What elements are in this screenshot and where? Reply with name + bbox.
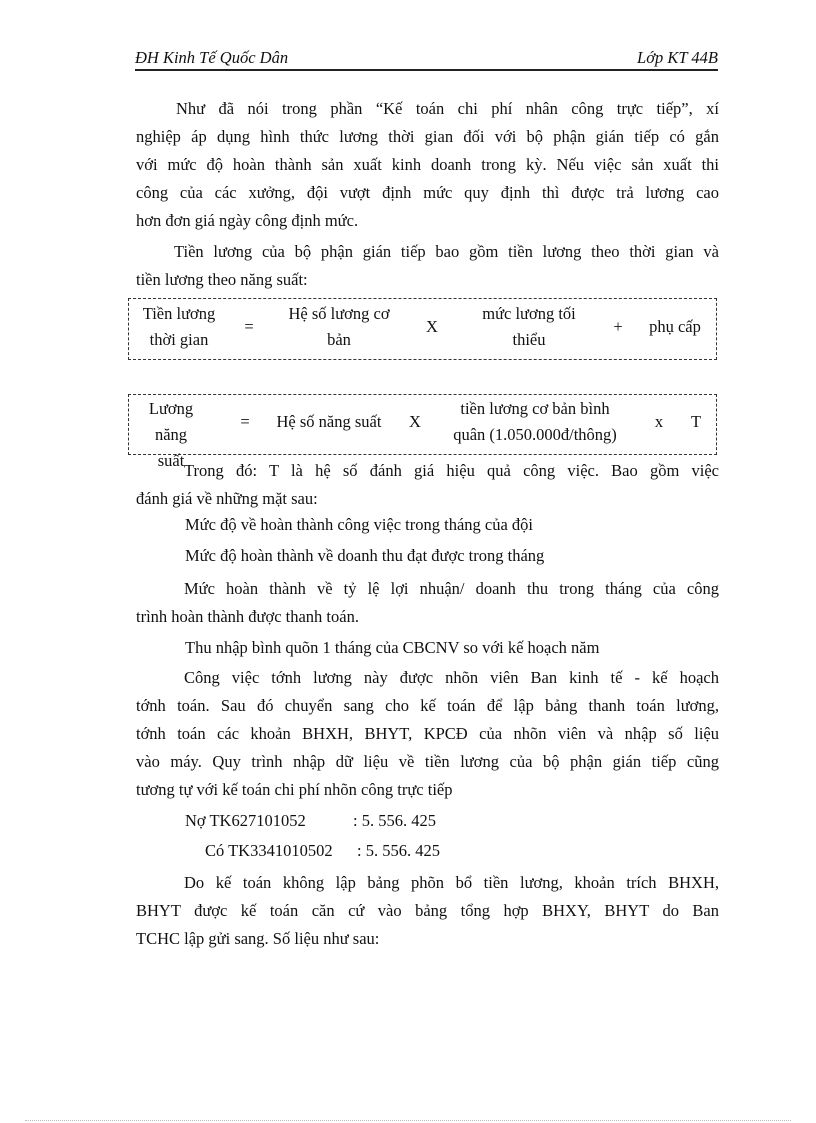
formula-lhs-line2: suất [157,451,185,470]
text-line: TCHC lập gửi sang. Số liệu như sau: [136,929,380,948]
paragraph-intro [136,95,719,235]
text-line: đánh giá về những mặt sau: [136,489,318,508]
formula-lhs-line1: Tiền lương [142,304,216,323]
formula-term1: Hệ số năng suất [276,412,382,431]
criterion-4: Thu nhập bình quõn 1 tháng của CBCNV so với kế hoạch năm [185,638,600,657]
text-line: với mức độ hoàn thành sản xuất kinh doanh trong kỳ. Nếu việc sản xuất thi [136,155,719,174]
text-line: tớnh toán các khoản BHXH, BHYT, KPCĐ của nhõn viên và nhập số liệu [136,724,719,743]
text-line: BHYT được kế toán căn cứ vào bảng tổng hợp BHXY, BHYT do Ban [136,901,719,920]
paragraph-salary-components [136,238,719,294]
page-header [135,47,718,71]
formula-term3: phụ cấp [649,317,701,336]
formula-term1-line1: Hệ số lương cơ [288,304,390,323]
paragraph-process [136,664,719,804]
text-line: tớnh toán. Sau đó chuyển sang cho kế toán để lập bảng thanh toán lương, [136,696,719,715]
paragraph-criterion-3 [136,575,719,631]
header-university: ĐH Kinh Tế Quốc Dân [135,48,289,67]
multiply-sign-2: x [654,412,664,431]
text-line: Như đã nói trong phần “Kế toán chi phí nhân công trực tiếp”, xí [176,99,719,118]
text-line: công của các xưởng, đội vượt định mức quy định thì được trả lương cao [136,183,719,202]
formula-term2-line1: tiền lương cơ bản bình [460,399,610,418]
paragraph-where [136,457,719,513]
formula-term3: T [690,412,702,431]
text-line: hơn đơn giá ngày công định mức. [136,211,359,230]
header-class: Lớp KT 44B [637,48,718,67]
text-line: Do kế toán không lập bảng phõn bổ tiền lương, khoản trích BHXH, [184,873,719,892]
text-line: Công việc tớnh lương này được nhõn viên Ban kinh tế - kế hoạch [184,668,719,687]
page-bottom-border [25,1120,791,1121]
text-line: trình hoàn thành được thanh toán. [136,607,359,626]
criterion-1: Mức độ về hoàn thành công việc trong tháng của đội [185,515,534,534]
equals-sign: = [244,317,254,336]
equals-sign: = [240,412,250,431]
formula-term1-line2: bản [327,330,351,349]
credit-amount: : 5. 556. 425 [357,841,440,860]
multiply-sign: X [409,412,421,431]
debit-amount: : 5. 556. 425 [353,811,436,830]
formula-term2-line1: mức lương tối [482,304,576,323]
text-line: Tiền lương của bộ phận gián tiếp bao gồm tiền lương theo thời gian và [174,242,719,261]
multiply-sign: X [426,317,438,336]
text-line: tiền lương theo năng suất: [136,270,308,289]
text-line: vào máy. Quy trình nhập dữ liệu về tiền lương của bộ phận gián tiếp cũng [136,752,719,771]
text-line: tương tự với kế toán chi phí nhõn công trực tiếp [136,780,453,799]
formula-productivity-salary [128,394,717,470]
text-line: nghiệp áp dụng hình thức lương thời gian đối với bộ phận gián tiếp có gắn [136,127,719,146]
credit-entry [205,841,440,861]
paragraph-allocation [136,869,719,953]
plus-sign: + [613,317,623,336]
formula-lhs-line1: Lương năng [148,399,194,444]
criterion-2: Mức độ hoàn thành về doanh thu đạt được trong tháng [185,546,545,565]
text-line: Mức hoàn thành về tỷ lệ lợi nhuận/ doanh thu trong tháng của công [184,579,719,598]
credit-account: Có TK3341010502 [205,841,333,860]
debit-account: Nợ TK627101052 [185,811,306,830]
formula-time-salary [128,298,717,360]
text-line: Trong đó: T là hệ số đánh giá hiệu quả công việc. Bao gồm việc [184,461,719,480]
formula-term2-line2: quân (1.050.000đ/thông) [453,425,617,444]
debit-entry [185,811,436,831]
formula-term2-line2: thiểu [512,330,546,349]
formula-lhs-line2: thời gian [149,330,209,349]
